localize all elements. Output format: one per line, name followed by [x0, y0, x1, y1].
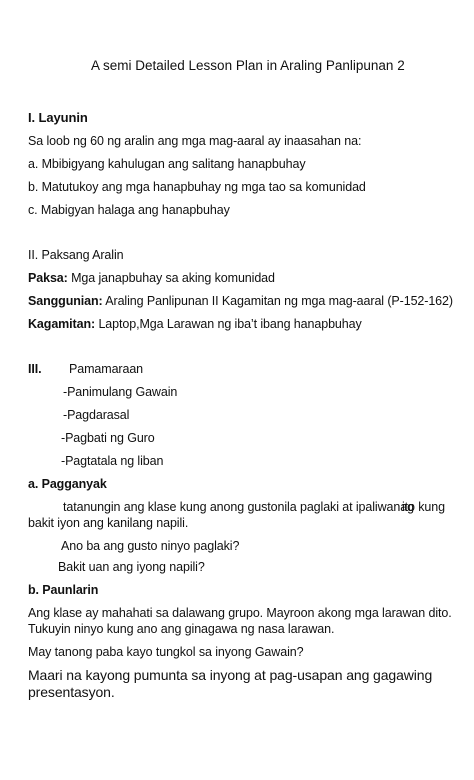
- paunlarin-text-2: Tukuyin ninyo kung ano ang ginagawa ng nasa larawan.: [28, 622, 335, 636]
- kagamitan-label: Kagamitan:: [28, 317, 96, 331]
- paunlarin-text-1: Ang klase ay mahahati sa dalawang grupo. Mayroon akong mga larawan dito.: [28, 606, 452, 620]
- objective-c: c. Mabigyan halaga ang hanapbuhay: [28, 203, 230, 217]
- kagamitan-value: Laptop,Mga Larawan ng iba’t ibang hanapbuhay: [95, 317, 362, 331]
- section-2-heading: II. Paksang Aralin: [28, 248, 124, 262]
- pagganyak-text-1a: tatanungin ang klase kung anong gustonila paglaki at ipaliwanag: [63, 500, 414, 514]
- sanggunian-value: Araling Panlipunan II Kagamitan ng mga mag-aaral (P-152-162): [102, 294, 453, 308]
- paunlarin-heading: b. Paunlarin: [28, 583, 99, 597]
- section-1-heading: I. Layunin: [28, 110, 88, 125]
- section-3-heading: Pamamaraan: [69, 362, 144, 376]
- paunlarin-text-3: May tanong paba kayo tungkol sa inyong Gawain?: [28, 645, 304, 659]
- document-title: A semi Detailed Lesson Plan in Araling Panlipunan 2: [91, 58, 405, 73]
- section-1-intro: Sa loob ng 60 ng aralin ang mga mag-aaral ay inaasahan na:: [28, 134, 362, 148]
- section-3-numeral: III.: [28, 362, 42, 376]
- pagganyak-heading: a. Pagganyak: [28, 477, 107, 491]
- paunlarin-text-5: presentasyon.: [28, 684, 115, 700]
- objective-a: a. Mbibigyang kahulugan ang salitang hanapbuhay: [28, 157, 306, 171]
- kagamitan-line: [28, 316, 362, 332]
- sanggunian-label: Sanggunian:: [28, 294, 103, 308]
- procedure-step: -Pagdarasal: [63, 408, 130, 422]
- pagganyak-text-1b: ito kung: [402, 500, 445, 514]
- pagganyak-text-2: bakit iyon ang kanilang napili.: [28, 516, 189, 530]
- procedure-step: -Pagtatala ng liban: [61, 454, 164, 468]
- paksa-value: Mga janapbuhay sa aking komunidad: [67, 271, 275, 285]
- pagganyak-question-1: Ano ba ang gusto ninyo paglaki?: [61, 539, 240, 553]
- paksa-line: [28, 270, 275, 286]
- paunlarin-text-4: Maari na kayong pumunta sa inyong at pag-usapan ang gagawing: [28, 667, 433, 683]
- pagganyak-question-2: Bakit uan ang iyong napili?: [58, 560, 205, 574]
- procedure-step: -Pagbati ng Guro: [61, 431, 155, 445]
- sanggunian-line: [28, 293, 453, 309]
- procedure-step: -Panimulang Gawain: [63, 385, 178, 399]
- paksa-label: Paksa:: [28, 271, 68, 285]
- objective-b: b. Matutukoy ang mga hanapbuhay ng mga tao sa komunidad: [28, 180, 366, 194]
